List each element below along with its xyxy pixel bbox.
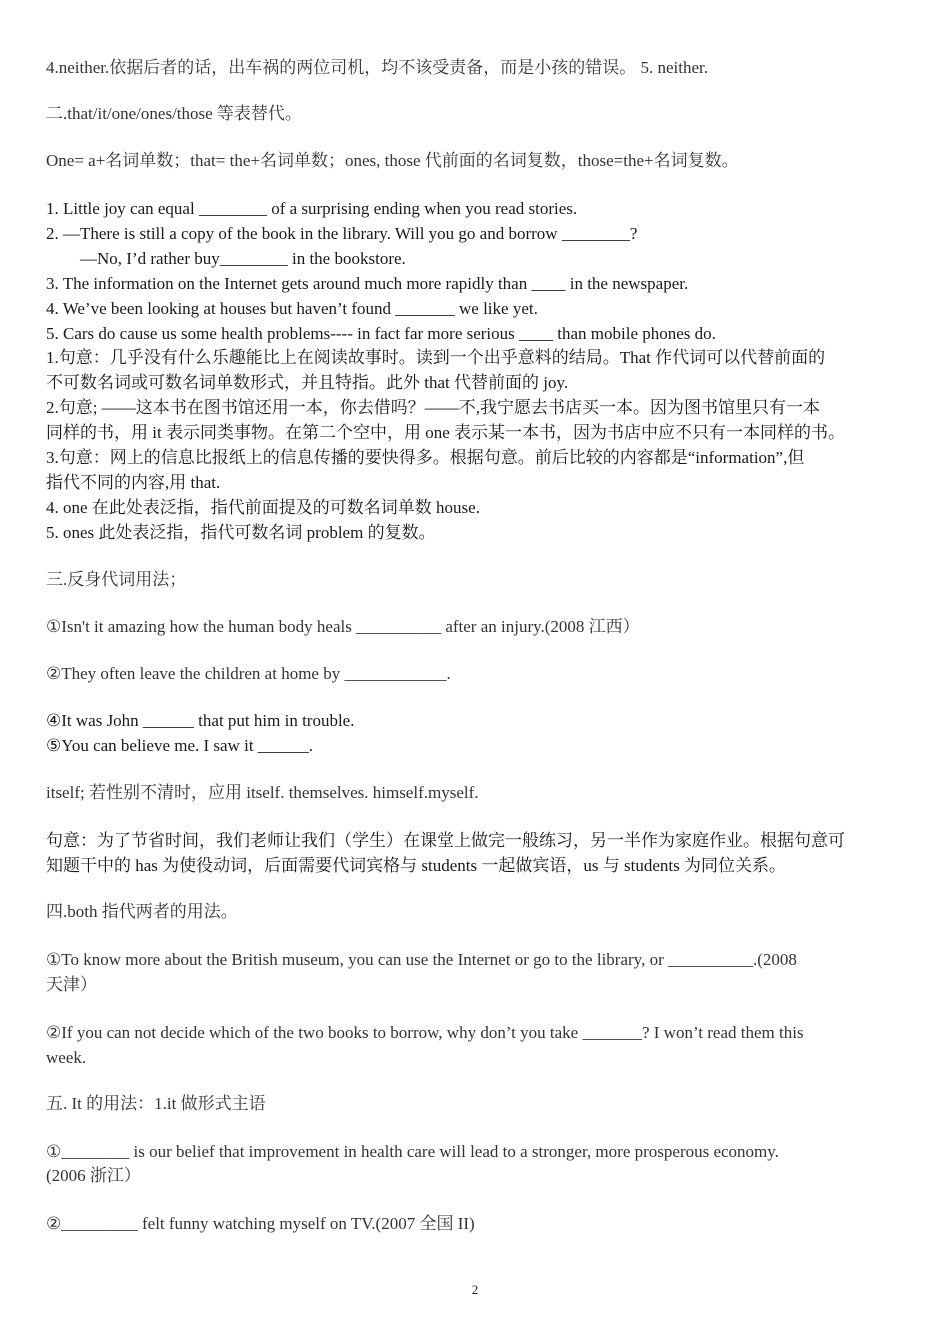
question-4: 4. We’ve been looking at houses but haven’t found _______ we like yet. (46, 299, 538, 318)
explanation-3: 3.句意：网上的信息比报纸上的信息传播的要快得多。根据句意。前后比较的内容都是“information”,但 (46, 448, 805, 467)
exercise-4-2-cont: week. (46, 1048, 87, 1067)
explanation-1-cont: 不可数名词或可数名词单数形式，并且特指。此外 that 代替前面的 joy. (46, 373, 569, 392)
exercise-5-1-source: (2006 浙江） (46, 1166, 141, 1185)
question-2: 2. —There is still a copy of the book in the library. Will you go and borrow ________? (46, 224, 638, 243)
exercise-5-1: ①________ is our belief that improvement in health care will lead to a stronger, more prosperous economy. (46, 1142, 779, 1161)
explanation-5: 5. ones 此处表泛指，指代可数名词 problem 的复数。 (46, 523, 436, 542)
exercise-3-2: ②They often leave the children at home by ____________. (46, 664, 451, 683)
answer-line-neither: 4.neither.依据后者的话，出车祸的两位司机，均不该受责备，而是小孩的错误。 5. neither. (46, 58, 709, 77)
explanation-reflexive: 句意：为了节省时间，我们老师让我们（学生）在课堂上做完一般练习，另一半作为家庭作业。根据句意可 (46, 831, 845, 850)
section-heading-4: 四.both 指代两者的用法。 (46, 902, 238, 921)
explanation-reflexive-cont: 知题干中的 has 为使役动词，后面需要代词宾格与 students 一起做宾语，us 与 students 为同位关系。 (46, 856, 786, 875)
page-number: 2 (471, 1282, 479, 1297)
section-heading-3: 三.反身代词用法； (46, 570, 187, 589)
explanation-1: 1.句意：几乎没有什么乐趣能比上在阅读故事时。读到一个出乎意料的结局。That 作代词可以代替前面的 (46, 348, 826, 367)
exercise-5-2: ②_________ felt funny watching myself on TV.(2007 全国 II) (46, 1214, 475, 1233)
exercise-3-4: ④It was John ______ that put him in trouble. (46, 711, 355, 730)
question-5: 5. Cars do cause us some health problems---- in fact far more serious ____ than mobile phones do. (46, 324, 716, 343)
exercise-4-2: ②If you can not decide which of the two books to borrow, why don’t you take _______? I won’t read them this (46, 1023, 804, 1042)
question-3: 3. The information on the Internet gets around much more rapidly than ____ in the newspaper. (46, 274, 689, 293)
section-heading-5: 五. It 的用法：1.it 做形式主语 (46, 1094, 266, 1113)
question-1: 1. Little joy can equal ________ of a surprising ending when you read stories. (46, 199, 578, 218)
question-2-reply: —No, I’d rather buy________ in the bookstore. (80, 249, 406, 268)
explanation-3-cont: 指代不同的内容,用 that. (46, 473, 221, 492)
answer-line-reflexive: itself; 若性别不清时，应用 itself. themselves. himself.myself. (46, 783, 479, 802)
explanation-4: 4. one 在此处表泛指，指代前面提及的可数名词单数 house. (46, 498, 480, 517)
rule-line: One= a+名词单数；that= the+名词单数；ones, those 代前面的名词复数，those=the+名词复数。 (46, 151, 739, 170)
exercise-4-1: ①To know more about the British museum, you can use the Internet or go to the library, or __________.(2008 (46, 950, 797, 969)
explanation-2: 2.句意; ——这本书在图书馆还用一本，你去借吗？——不,我宁愿去书店买一本。因为图书馆里只有一本 (46, 398, 820, 417)
exercise-3-1: ①Isn't it amazing how the human body heals __________ after an injury.(2008 江西） (46, 617, 640, 636)
exercise-4-1-source: 天津） (46, 975, 97, 994)
exercise-3-5: ⑤You can believe me. I saw it ______. (46, 736, 314, 755)
explanation-2-cont: 同样的书，用 it 表示同类事物。在第二个空中，用 one 表示某一本书，因为书店中应不只有一本同样的书。 (46, 423, 845, 442)
section-heading-2: 二.that/it/one/ones/those 等表替代。 (46, 104, 302, 123)
